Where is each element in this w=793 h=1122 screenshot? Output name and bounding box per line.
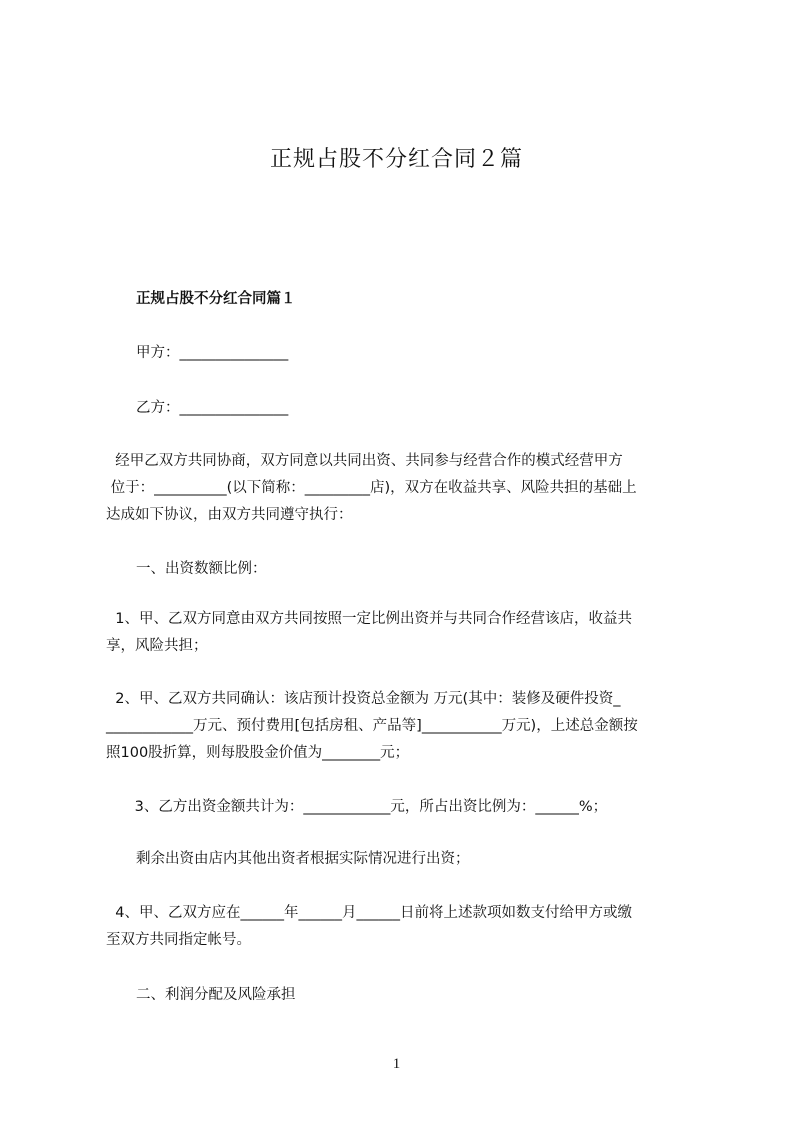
clause-1-line-1: 1、甲、乙双方同意由双方共同按照一定比例出资并与共同合作经营该店，收益共 bbox=[106, 611, 632, 627]
party-b-line: 乙方：_______________ bbox=[136, 400, 289, 416]
intro-line-1: 经甲乙双方共同协商，双方同意以共同出资、共同参与经营合作的模式经营甲方 bbox=[106, 453, 623, 469]
page-number: 1 bbox=[392, 1056, 401, 1072]
clause-3-line: 3、乙方出资金额共计为：____________元，所占出资比例为：______%； bbox=[130, 799, 608, 815]
clause-4-line-1: 4、甲、乙双方应在______年______月______日前将上述款项如数支付给甲方或缴 bbox=[106, 905, 632, 921]
remaining-line: 剩余出资由店内其他出资者根据实际情况进行出资； bbox=[136, 851, 470, 867]
section-heading: 正规占股不分红合同篇１ bbox=[136, 291, 296, 307]
article-2-heading: 二、利润分配及风险承担 bbox=[136, 987, 296, 1003]
clause-4-line-2: 至双方共同指定帐号。 bbox=[106, 932, 251, 948]
clause-4-paragraph bbox=[106, 900, 710, 954]
clause-2-line-3: 照100股折算，则每股股金价值为________元； bbox=[106, 745, 410, 761]
intro-line-2: 位于：__________(以下简称：_________店)，双方在收益共享、风险共担的基础上 bbox=[106, 480, 637, 496]
clause-1-line-2: 享，风险共担； bbox=[106, 638, 208, 654]
clause-2-paragraph bbox=[106, 686, 710, 767]
clause-2-line-1: 2、甲、乙双方共同确认：该店预计投资总金额为 万元(其中：装修及硬件投资_ bbox=[106, 691, 621, 707]
clause-1-paragraph bbox=[106, 606, 710, 660]
party-a-line: 甲方：_______________ bbox=[136, 345, 289, 361]
clause-2-line-2: ____________万元、预付费用[包括房租、产品等]___________万元)，上述总金额按 bbox=[106, 718, 638, 734]
document-title: 正规占股不分红合同２篇 bbox=[269, 147, 523, 172]
intro-line-3: 达成如下协议，由双方共同遵守执行： bbox=[106, 507, 353, 523]
intro-paragraph bbox=[106, 448, 710, 529]
article-1-heading: 一、出资数额比例： bbox=[136, 561, 267, 577]
